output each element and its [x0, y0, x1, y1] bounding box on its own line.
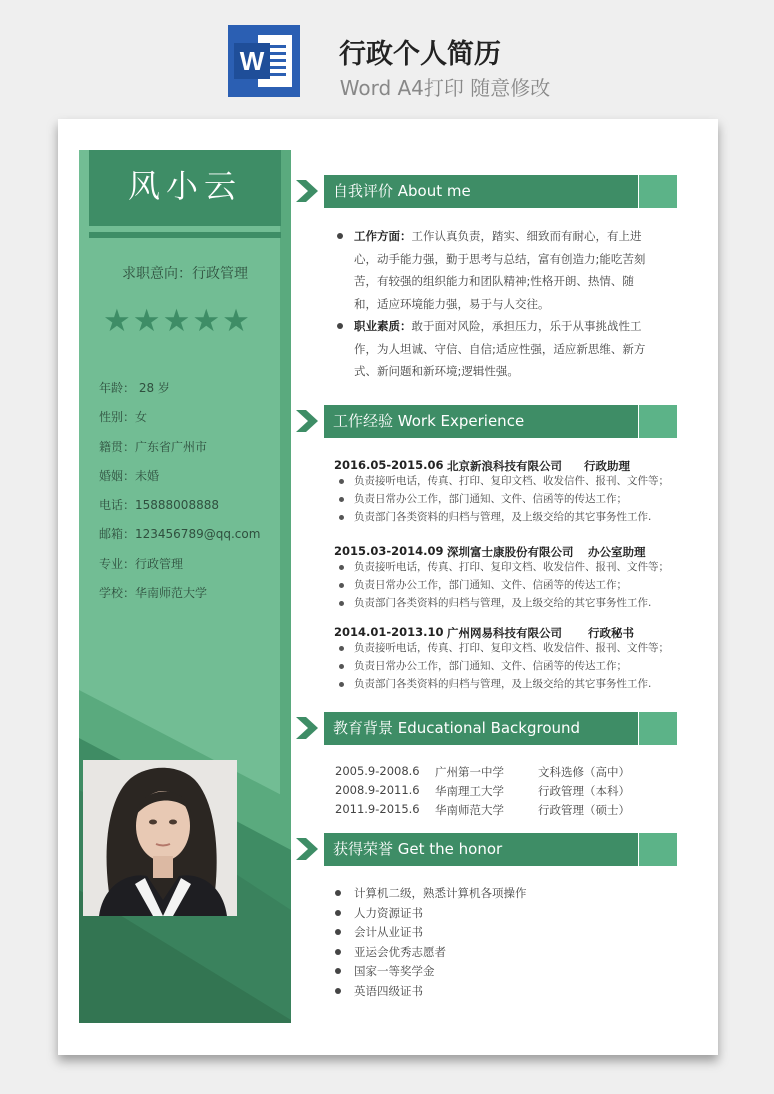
- honor-item: 亚运会优秀志愿者: [332, 944, 446, 960]
- job-duty: 负责部门各类资料的归档与管理，及上级交给的其它事务性工作.: [336, 596, 651, 611]
- job-position: 行政秘书: [588, 626, 634, 640]
- info-marital: 婚姻：未婚: [99, 468, 160, 483]
- candidate-name: 风小云: [89, 150, 281, 226]
- job-duty: 负责日常办公工作，部门通知、文件、信函等的传达工作；: [336, 578, 627, 593]
- job-duty: 负责接听电话，传真、打印、复印文档、收发信件、报刊、文件等；: [336, 560, 669, 575]
- job-position: 办公室助理: [588, 545, 646, 559]
- job-company: 深圳富士康股份有限公司: [447, 545, 574, 559]
- name-underline: [89, 232, 281, 238]
- profile-photo: [83, 760, 237, 916]
- job-duty: 负责接听电话，传真、打印、复印文档、收发信件、报刊、文件等；: [336, 641, 669, 656]
- job-duty: 负责日常办公工作，部门通知、文件、信函等的传达工作；: [336, 492, 627, 507]
- job-period: 2015.03-2014.09: [334, 544, 444, 558]
- job-duty: 负责部门各类资料的归档与管理，及上级交给的其它事务性工作.: [336, 677, 651, 692]
- section-title-honors: 获得荣誉 Get the honor: [324, 833, 638, 866]
- job-intent: 求职意向：行政管理: [122, 266, 248, 282]
- section-tail: [639, 712, 677, 745]
- info-gender: 性别：女: [99, 410, 148, 425]
- rating-stars: ★★★★★: [103, 303, 252, 339]
- job-period: 2016.05-2015.06: [334, 458, 444, 472]
- section-title-about: 自我评价 About me: [324, 175, 638, 208]
- section-tail: [639, 175, 677, 208]
- about-item-work: 工作方面：工作认真负责，踏实、细致而有耐心，有上进心，动手能力强，勤于思考与总结，富有创造力;能吃苦刻苦，有较强的组织能力和团队精神;性格开朗、热情、随和，适应环境能力强，易于与人交往。: [334, 225, 650, 315]
- resume-sidebar: [79, 150, 291, 1023]
- word-letter: W: [234, 43, 270, 79]
- honor-item: 英语四级证书: [332, 983, 423, 999]
- section-title-work: 工作经验 Work Experience: [324, 405, 638, 438]
- about-item-quality: 职业素质：敢于面对风险，承担压力，乐于从事挑战性工作，为人坦诚、守信、自信;适应性强，适应新思维、新方式、新问题和新环境;逻辑性强。: [334, 315, 650, 383]
- section-honors: [296, 833, 678, 867]
- honor-item: 计算机二级，熟悉计算机各项操作: [332, 885, 527, 901]
- job-duty: 负责部门各类资料的归档与管理，及上级交给的其它事务性工作.: [336, 510, 651, 525]
- personal-info: [99, 378, 279, 612]
- chevron-right-icon: [296, 838, 318, 860]
- chevron-right-icon: [296, 410, 318, 432]
- job-duty: 负责日常办公工作，部门通知、文件、信函等的传达工作；: [336, 659, 627, 674]
- job-position: 行政助理: [584, 459, 630, 473]
- resume-paper: 风小云 求职意向：行政管理 ★★★★★ 年龄： 28 岁 性别：女 籍贯：广东省广州市 婚姻：未婚 电话：15888008888 邮箱：123456789@qq.com 专业：行政管理 学校：华南师范大学 自我评价 About me 工作方面：工作认真负责，踏实、细致而有耐心，有上进心，动手能力强，勤于思考与总结，富有创造力;能吃苦刻苦，有较强的组织能力和团队精神;性格开朗、热情、随和，适应环境能力强，易于与人交往。 职业素质：敢于面对风险，承担压力，乐于从事挑战性工作，为人坦诚、守信、自信;适应性强，适应新思维、新方式、新问题和新环境;逻辑性强。 工作经验 Work Experience 2016.05-2015.06 北京新浪科技有限公司 行政助理 负责接听电话，传真、打印、复印文档、收发信件、报刊、文件等； 负责日常办公工作，部门通知、文件、信函等的传达工作； 负责部门各类资料的归档与管理，及上级交给的其它事务性工作. 2015.03-2014.09 深圳富士康股份有限公司 办公室助理 负责接听电话，传真、打印、复印文档、收发信件、报刊、文件等； 负责日常办公工作，部门通知、文件、信函等的传达工作； 负责部门各类资料的归档与管理，及上级交给的其它事务性工作. 2014.01-2013.10 广州网易科技有限公司 行政秘书 负责接听电话，传真、打印、复印文档、收发信件、报刊、文件等； 负责日常办公工作，部门通知、文件、信函等的传达工作； 负责部门各类资料的归档与管理，及上级交给的其它事务性工作. 教育背景 Educational Background 2005.9-2008.6 广州第一中学 文科选修（高中） 2008.9-2011.6 华南理工大学 行政管理（本科） 2011.9-2015.6 华南师范大学 行政管理（硕士） 获得荣誉 Get the honor 计算机二级，熟悉计算机各项操作 人力资源证书 会计从业证书 亚运会优秀志愿者 国家一等奖学金 英语四级证书: [58, 119, 718, 1055]
- chevron-right-icon: [296, 717, 318, 739]
- info-age: 年龄： 28 岁: [99, 381, 170, 395]
- honor-item: 人力资源证书: [332, 905, 423, 921]
- info-email: 邮箱：123456789@qq.com: [99, 527, 261, 542]
- job-period: 2014.01-2013.10: [334, 625, 444, 639]
- info-phone: 电话：15888008888: [99, 498, 219, 513]
- word-logo-icon: [228, 25, 300, 97]
- chevron-right-icon: [296, 180, 318, 202]
- page-subtitle: Word A4打印 随意修改: [339, 76, 551, 100]
- page-title: 行政个人简历: [339, 39, 501, 70]
- job-duty: 负责接听电话，传真、打印、复印文档、收发信件、报刊、文件等；: [336, 474, 669, 489]
- section-tail: [639, 405, 677, 438]
- section-title-education: 教育背景 Educational Background: [324, 712, 638, 745]
- info-hometown: 籍贯：广东省广州市: [99, 439, 208, 454]
- info-major: 专业：行政管理: [99, 556, 184, 571]
- honor-item: 会计从业证书: [332, 924, 423, 940]
- honor-item: 国家一等奖学金: [332, 963, 435, 979]
- job-company: 广州网易科技有限公司: [447, 626, 562, 640]
- section-about: [296, 175, 678, 209]
- section-work: [296, 405, 678, 439]
- info-school: 学校：华南师范大学: [99, 586, 208, 601]
- job-company: 北京新浪科技有限公司: [447, 459, 562, 473]
- section-tail: [639, 833, 677, 866]
- section-education: [296, 712, 678, 746]
